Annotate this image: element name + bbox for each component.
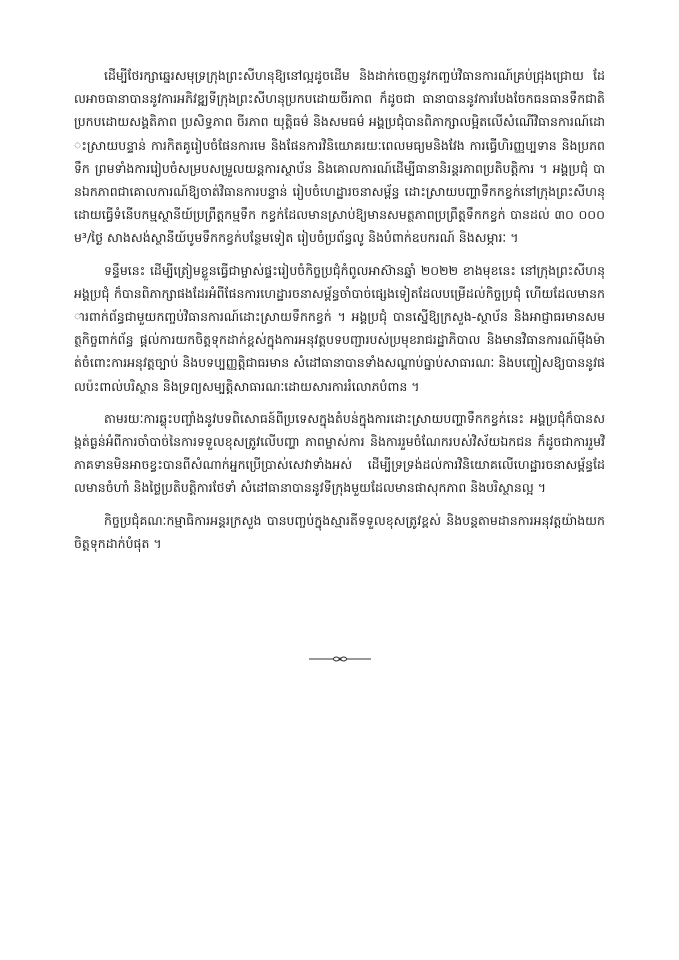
end-ornament-icon [308, 654, 372, 664]
paragraph-2: ទន្ទឹមនេះ ដើម្បីត្រៀមខ្លួនធ្វើជាម្ចាស់ផ្ទះរៀបចំកិច្ចប្រជុំកំពូលអាស៊ានឆ្នាំ ២០២២ ខាងមុខនេះ នៅក្រុងព្រះសីហនុ អង្គប្រជុំ ក៏បានពិភាក្សាផងដែរអំពីផែនការហេដ្ឋារចនាសម្ព័ន្ធចាំបាច់ផ្សេងទៀតដែលបម្រើដល់កិច្ចប្រជុំ ហើយដែលមានការពាក់ព័ន្ធជាមួយកញ្ចប់វិធានការណ៍ដោះស្រាយទឹកកខ្វក់ ។ អង្គប្រជុំ បានស្នើឱ្យក្រសួង-ស្ថាប័ន និងអាជ្ញាធរមានសមត្ថកិច្ចពាក់ព័ន្ធ ផ្តល់ការយកចិត្តទុកដាក់ខ្ពស់ក្នុងការអនុវត្តបទបញ្ជារបស់ប្រមុខរាជរដ្ឋាភិបាល និងមានវិធានការណ៍ម៉ឺងម៉ាត់ចំពោះការអនុវត្តច្បាប់ និងបទប្បញ្ញត្តិជាធរមាន សំដៅធានាបានទាំងសណ្តាប់ធ្នាប់សាធារណៈ និងបញ្ចៀសឱ្យបាននូវផលប៉ះពាល់បរិស្ថាន និងទ្រព្យសម្បត្តិសាធារណៈដោយសារការរំលោភបំពាន ។ [74, 262, 605, 394]
paragraph-4: កិច្ចប្រជុំគណៈកម្មាធិការអន្តរក្រសួង បានបញ្ចប់ក្នុងស្មារតីទទួលខុសត្រូវខ្ពស់ និងបន្តតាមដានការអនុវត្តយ៉ាងយកចិត្តទុកដាក់បំផុត ។ [74, 512, 605, 551]
paragraph-1: ដើម្បីថែរក្សាឆ្នេរសមុទ្រក្រុងព្រះសីហនុឱ្យនៅល្អដូចដើម និងដាក់ចេញនូវកញ្ចប់វិធានការណ៍គ្រប់ជ្រុងជ្រោយ ដែលអាចធានាបាននូវការអភិវឌ្ឍទីក្រុងព្រះសីហនុប្រកបដោយចីរភាព ក៏ដូចជា ធានាបាននូវការបែងចែកធនធានទឹកជាតិប្រកបដោយសង្គតិភាព ប្រសិទ្ធភាព ចីរភាព យុត្តិធម៌ និងសមធម៌ អង្គប្រជុំបានពិភាក្សាលម្អិតលើសំណើវិធានការណ៍ដោះស្រាយបន្ទាន់ ការកិតគូរៀបចំផែនការមេ និងផែនការវិនិយោគរយៈពេលមធ្យមនិងវែង ការធ្វើហិរញ្ញប្បទាន និងប្រភពទឹក ព្រមទាំងការរៀបចំសម្របសម្រួលយន្តការស្ថាប័ន និងគោលការណ៍ដើម្បីធានានិរន្តរភាពប្រតិបត្តិការ ។ អង្គប្រជុំ បានឯកភាពជាគោលការណ៍ឱ្យចាត់វិធានការបន្ទាន់ រៀបចំហេដ្ឋារចនាសម្ព័ន្ធ ដោះស្រាយបញ្ហាទឹកកខ្វក់នៅក្រុងព្រះសីហនុ ដោយធ្វើទំនើបកម្មស្ថានីយ៍ប្រព្រឹត្តកម្មទឹក កខ្វក់ដែលមានស្រាប់ឱ្យមានសមត្ថភាពប្រព្រឹត្តទឹកកខ្វក់ បានដល់ ៣០ ០០០ ម³/ថ្ងៃ សាងសង់ស្ថានីយ៍បូមទឹកកខ្វក់បន្ថែមទៀត រៀបចំប្រព័ន្ធលូ និងបំពាក់ឧបករណ៍ និងសម្ភារៈ ។ [74, 68, 605, 246]
paragraph-3: តាមរយៈការឆ្លុះបញ្ចាំងនូវបទពិសោធន៍ពីប្រទេសក្នុងតំបន់ក្នុងការដោះស្រាយបញ្ហាទឹកកខ្វក់នេះ អង្គប្រជុំក៏បានសង្កត់ធ្ងន់អំពីការចាំបាច់នៃការទទួលខុសត្រូវលើបញ្ហា ភាពម្ចាស់ការ និងការរួមចំណែករបស់វិស័យឯកជន ក៏ដូចជាការរួមវិភាគទានមិនអាចខ្វះបានពីសំណាក់អ្នកប្រើប្រាស់សេវាទាំងអស់ ដើម្បីទ្រទ្រង់ដល់ការវិនិយោគលើហេដ្ឋារចនាសម្ព័ន្ធដែលមានចំហាំ និងថ្លៃប្រតិបត្តិការថែទាំ សំដៅធានាបាននូវទីក្រុងមួយដែលមានផាសុកភាព និងបរិស្ថានល្អ ។ [74, 410, 605, 496]
